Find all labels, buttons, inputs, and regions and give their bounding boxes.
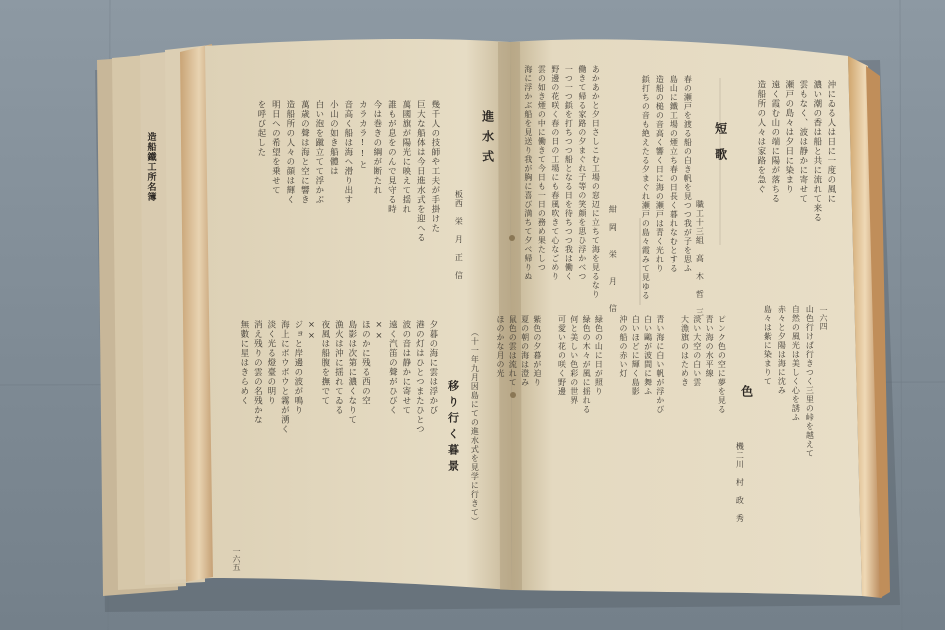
color-intro-line: 島々は紫に染まりて (763, 305, 773, 386)
tanka-line: 造船の槌の音高く響く日に海の瀬戸は青く光れり (655, 75, 665, 273)
poem-line: ほのかに残る西の空 (360, 320, 371, 406)
poem-line: 淡く光る燈臺の明り (265, 320, 276, 406)
color-poem-line: 白い鷗が波間に舞ふ (643, 315, 653, 396)
tanka-line: 働きて帰る家路の夕まぐれ子等の笑顔を思ひ浮かべつ (577, 65, 587, 281)
color-poem-line: 沖の船の赤い灯 (618, 315, 628, 378)
color-poem-line: ほのかな月の光 (495, 315, 505, 378)
poem1-author: 板西 栄 月 正 信 (454, 190, 464, 280)
poem-line: 萬歳の聲は海と空に響き (299, 100, 310, 205)
tanka-line: 野邊の花咲く春の日の工場にも春風吹きて心なごめり (550, 65, 560, 281)
tanka-title: 短 歌 (713, 122, 728, 161)
intro-line: 濃い潮の香は船と共に流れて来る (811, 80, 822, 223)
poem-line: 明日への希望を乗せて (270, 100, 281, 195)
color-poem-line: 白いほどに輝く島影 (631, 315, 641, 396)
color-poem-line: 何と美しい色彩の世界 (569, 315, 579, 405)
intro-line: 遠く霞む山の端に陽が落ちる (769, 80, 780, 204)
poem-line: 海上にボウボウと霧が湧く (279, 320, 290, 434)
table-seam-line (900, 0, 902, 630)
binding-hole (509, 235, 515, 241)
intro-line: 瀬戸の島々は夕日に染まり (783, 80, 794, 194)
tanka-line: 一つ一つ鋲を打ちつつ船となる日を待ちつつ我は働く (564, 65, 574, 281)
binding-hole (510, 392, 516, 398)
poem-line: ジョと岸邊の波が鳴り (292, 320, 303, 415)
color-poem-line: 青い海に白い帆が浮かび (655, 315, 665, 414)
poem-line: ×× (306, 320, 317, 342)
left-page-number: 一六五 (232, 547, 241, 571)
color-poem-line: 淡い大空の白い雲 (692, 315, 702, 387)
poem-line: 遠く汽笛の聲がひびく (387, 320, 398, 415)
tanka-author: 職工十三組 高 木 哲 三 (695, 200, 705, 317)
tanka-line: あかあかと夕日さしこむ工場の窓辺に立ちて海を見るなり (591, 65, 601, 299)
tanka-line: 鋲打ちの音も絶えたる夕まぐれ瀬戸の島々霞みて見ゆる (641, 75, 651, 300)
poem-line: 今は巻きの綱が断たれ (371, 100, 382, 195)
right-page-number: 一六四 (819, 306, 828, 330)
color-poem-line: 夏の朝の海は澄み (520, 315, 530, 387)
intro-line: 造船所の人々は家路を急ぐ (755, 80, 766, 194)
color-poem-line: 鼠色の雲は流れて (508, 315, 518, 387)
poem-line: ×× (373, 320, 384, 342)
color-poem-title: 色 (739, 385, 754, 398)
tanka-line: 島山に鐵工場の煙立ち春の日長く暮れなむとする (669, 75, 679, 273)
poem-line: 造船所の人々の顔は輝く (284, 100, 295, 205)
tanka-line: 海に浮かぶ船を見送り我が胸に喜び満ちて夕べ帰りぬ (523, 65, 533, 281)
poem-line: カラカラ!!と (357, 100, 368, 170)
tanka-line: 雲の如き煙の中に働きて今日も一日の務め果たしつ (537, 65, 547, 272)
catalog-label: 造船鐵工所名簿 (145, 132, 156, 202)
tanka-line: 春の瀬戸を渡る船の白き帆を見つつ我が子を思ふ (683, 75, 693, 273)
poem-line: 萬國旗が陽光に映えて揺れ (400, 100, 411, 214)
poem-line: 波の音は静かに寄せて (400, 320, 411, 415)
poem-line: 無數に星はきらめく (238, 320, 249, 406)
color-intro-line: 赤々と夕陽は海に沈み (777, 305, 787, 395)
color-poem-line: 可愛い花の咲く野邊 (557, 315, 567, 396)
poem-line: 白い泡を蹴立てて浮かぶ (313, 100, 324, 205)
intro-line: 雲もなく、波は静かに寄せて (797, 80, 808, 204)
poem-line: 漁火は沖に揺れてゐる (333, 320, 344, 415)
color-poem-author: 機二川 村 政 秀 (735, 442, 745, 523)
poem-line: 夕暮の海に雲は浮かび (427, 320, 438, 415)
poem1-title: 進水式 (480, 110, 495, 170)
poem-line: 夜風は船腹を撫でて (319, 320, 330, 406)
color-intro-line: 山色行けば行きつく三里の峠を越えて (805, 305, 815, 458)
poem-line: 島影は次第に濃くなりて (346, 320, 357, 425)
poem-line: 音高く船は海へ滑り出す (342, 100, 353, 205)
poem-line: を呼び起した (255, 100, 266, 157)
color-intro-line: 自然の風光は美しく心を誘ふ (791, 305, 801, 422)
poem2-subtitle: （十一年九月因島にての進水式を見学に行きて） (470, 328, 480, 526)
poem-line: 港の灯はひとつまたひとつ (414, 320, 425, 434)
color-poem-line: 紫色の夕暮が迫り (532, 315, 542, 387)
color-poem-line: ピンク色の空に夢を見る (717, 315, 727, 414)
poem-line: 小山の如き船體は (328, 100, 339, 176)
poem2-title: 移り行く暮景 (446, 380, 460, 476)
color-poem-line: 青い海の水平線 (705, 315, 715, 378)
poem-line: 誰もが息をのんで見守る時 (386, 100, 397, 214)
tanka-author2: 紺 岡 栄 月 信 (608, 205, 618, 313)
poem-line: 巨大な船体は今日進水式を迎へる (415, 100, 426, 243)
intro-line: 沖にゐる人は日に一度の風に (825, 80, 836, 204)
color-poem-line: 大漁旗のはためき (680, 315, 690, 387)
poem-line: 消え残りの雲の名残かな (252, 320, 263, 425)
color-poem-line: 緑色の木々が風に揺れる (582, 315, 592, 414)
color-poem-line: 緑色の山に日が照り (594, 315, 604, 396)
poem-line: 幾千人の技師や工夫が手掛けた (429, 100, 440, 233)
